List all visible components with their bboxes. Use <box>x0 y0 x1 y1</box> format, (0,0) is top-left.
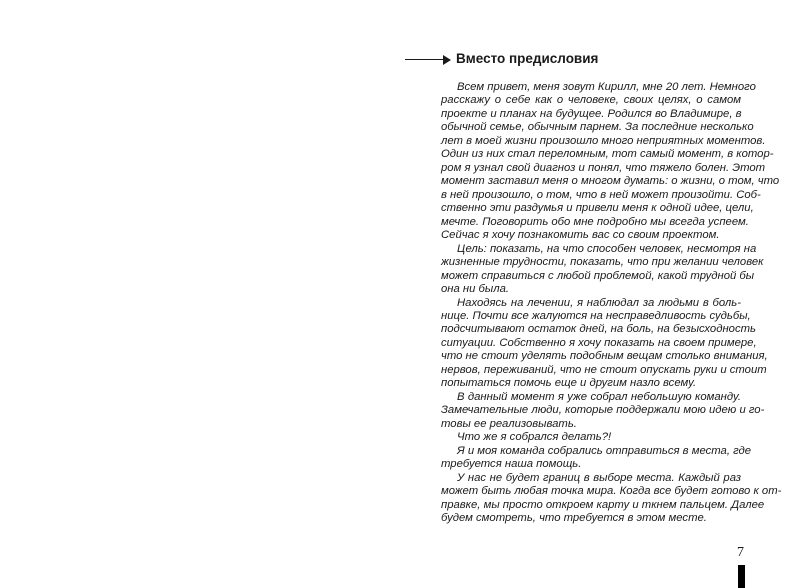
text-line: что не стоит уделять подобным вещам столько внимания, <box>441 350 768 363</box>
text-line: лет в моей жизни произошло много неприятных моментов. <box>441 134 766 147</box>
text-line: будем смотреть, что требуется в этом месте. <box>441 512 707 524</box>
text-line: может быть любая точка мира. Когда все будет готово к от- <box>441 485 782 498</box>
text-line: ром я узнал свой диагноз и понял, что тяжело болен. Этот <box>441 161 766 174</box>
page-number: 7 <box>737 545 744 560</box>
text-line: В данный момент я уже собрал небольшую команду. <box>457 390 741 403</box>
text-line: правке, мы просто откроем карту и ткнем пальцем. Далее <box>441 498 765 511</box>
text-line: требуется наша помощь. <box>441 458 582 471</box>
text-line: Я и моя команда собрались отправиться в места, где <box>457 444 752 457</box>
text-line: она ни была. <box>441 283 510 296</box>
text-line: подсчитывают остаток дней, на боль, на безысходность <box>441 323 756 336</box>
text-line: товы ее реализовывать. <box>441 417 577 430</box>
text-line: жизненные трудности, показать, что при желании человек <box>441 256 764 269</box>
text-line: ситуации. Собственно я хочу показать на своем примере, <box>441 336 757 349</box>
text-line: У нас не будет границ в выборе места. Каждый раз <box>457 471 741 484</box>
text-line: расскажу о себе как о человеке, своих целях, о самом <box>441 94 741 107</box>
section-heading: Вместо предисловия <box>456 51 599 66</box>
text-line: попытаться помочь еще и другим назло всему. <box>441 377 697 390</box>
text-line: Замечательные люди, которые поддержали мою идею и го- <box>441 404 765 417</box>
text-line: проекте и планах на будущее. Родился во Владимире, в <box>441 107 742 120</box>
text-line: ственно эти раздумья и привели меня к одной идее, цели, <box>441 202 754 215</box>
text-line: Цель: показать, на что способен человек, несмотря на <box>457 242 757 255</box>
text-line: Один из них стал переломным, тот самый момент, в котор- <box>441 148 774 161</box>
text-line: Сейчас я хочу познакомить вас со своим проектом. <box>441 229 720 242</box>
text-line: в ней произошло, о том, что в ней может произойти. Соб- <box>441 188 761 201</box>
text-line: Что же я собрался делать?! <box>457 431 612 444</box>
text-line: Всем привет, меня зовут Кирилл, мне 20 лет. Немного <box>457 81 756 93</box>
text-line: нервов, переживаний, что не стоит опускать руки и стоит <box>441 363 767 376</box>
arrow-right-icon <box>405 54 451 66</box>
text-line: нице. Почти все жалуются на несправедливость судьбы, <box>441 309 751 322</box>
text-line: Находясь на лечении, я наблюдал за людьми в боль- <box>457 296 741 309</box>
text-line: обычной семье, обычным парнем. За последние несколько <box>441 121 754 134</box>
body-text <box>441 81 782 525</box>
page-edge-marker <box>738 565 745 588</box>
text-line: может справиться с любой проблемой, какой трудной бы <box>441 269 755 282</box>
text-line: мечте. Поговорить обо мне подробно мы всегда успеем. <box>441 215 749 228</box>
text-line: момент заставил меня о многом думать: о жизни, о том, что <box>441 175 780 188</box>
